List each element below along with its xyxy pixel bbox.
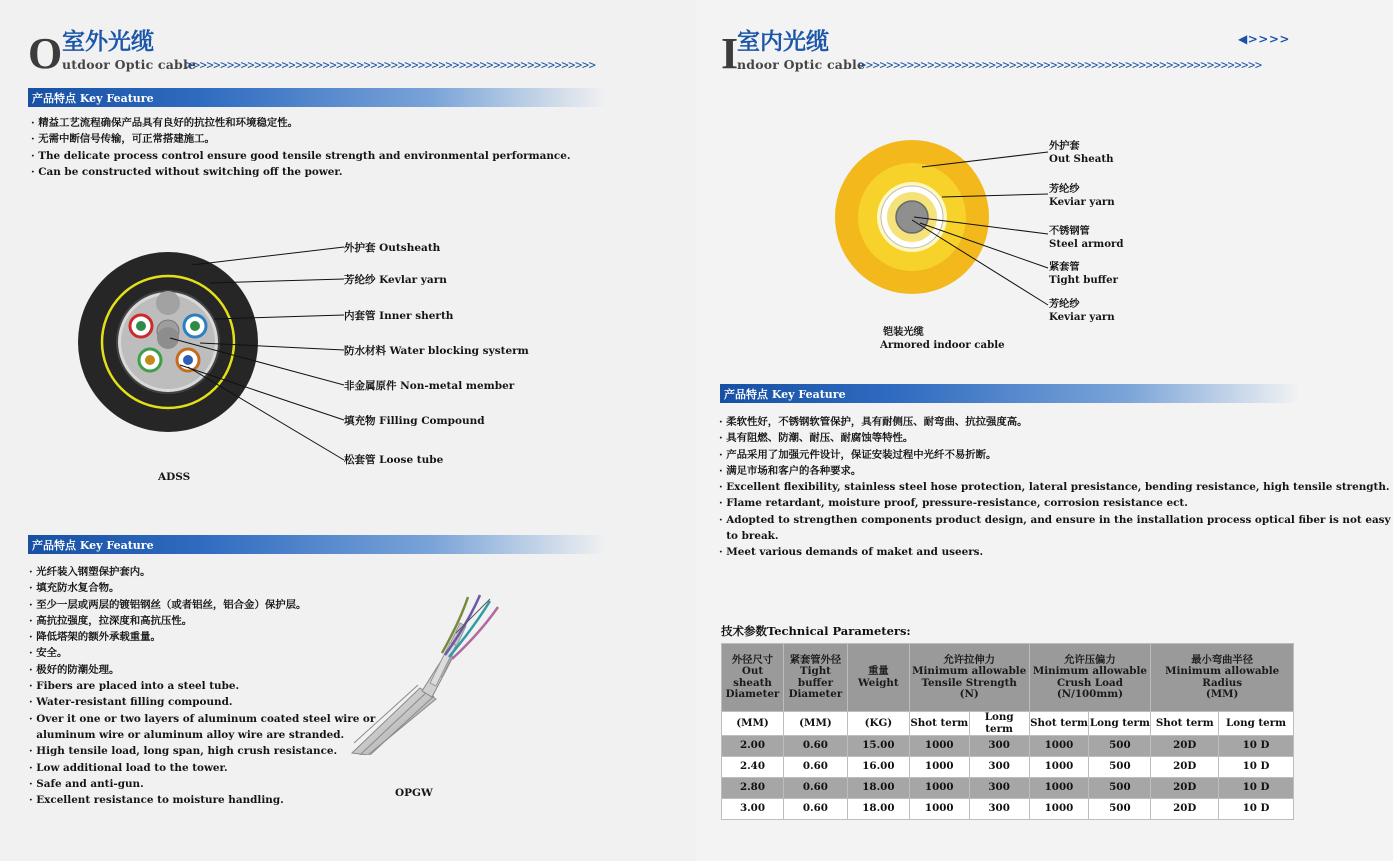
list-item: · 高抗拉强度，拉深度和高抗压性。 [29, 613, 375, 629]
technical-parameters-title: 技术参数Technical Parameters: [721, 624, 911, 638]
key-feature-bar-2 [28, 535, 606, 554]
adss-label-non-metal: 非金属原件 Non-metal member [344, 380, 515, 392]
table-row: 2.80 0.60 18.00 1000 300 1000 500 20D 10 D [722, 778, 1294, 799]
opgw-features-list [29, 564, 375, 808]
adss-label-filling: 填充物 Filling Compound [344, 415, 485, 427]
list-item: · 满足市场和客户的各种要求。 [719, 463, 1391, 479]
opgw-cable-illustration [350, 593, 520, 755]
indoor-features-list [719, 414, 1391, 561]
list-item: · The delicate process control ensure good tensile strength and environmental performance. [31, 148, 570, 164]
outdoor-title-en: utdoor Optic cable [62, 57, 197, 72]
list-item: · Water-resistant filling compound. [29, 694, 375, 710]
indoor-label-steel-armor: 不锈钢管 Steel armord [1049, 225, 1124, 250]
header-tensile: 允许拉伸力 Minimum allowable Tensile Strength (N) [909, 644, 1029, 712]
indoor-arrow-rule: >>>>>>>>>>>>>>>>>>>>>>>>>>>>>>>>>>>>>>>>>>>>>>>>>>>>>>>>>>> [859, 58, 1262, 72]
list-item: · Excellent flexibility, stainless steel hose protection, lateral presistance, bending resistance, high tensile strength. [719, 479, 1391, 495]
list-item: to break. [726, 530, 779, 543]
list-item: · 降低塔架的额外承载重量。 [29, 629, 375, 645]
list-item: · Meet various demands of maket and useers. [719, 544, 1391, 560]
list-item: · 安全。 [29, 645, 375, 661]
key-feature-bar-3 [720, 384, 1300, 403]
adss-caption: ADSS [158, 471, 191, 483]
list-item: · Flame retardant, moisture proof, pressure-resistance, corrosion resistance ect. [719, 495, 1391, 511]
indoor-initial: I [721, 29, 739, 78]
next-page-arrows[interactable]: ◀>>>> [1238, 32, 1290, 46]
indoor-header [719, 28, 1262, 78]
key-feature-bar-1 [28, 88, 606, 107]
adss-label-loose-tube: 松套管 Loose tube [344, 454, 444, 466]
adss-label-inner-sheath: 内套管 Inner sherth [344, 310, 454, 322]
list-item: · Low additional load to the tower. [29, 760, 375, 776]
list-item: · Excellent resistance to moisture handling. [29, 792, 375, 808]
key-feature-bar-3-label: 产品特点 Key Feature [724, 388, 846, 401]
list-item: · 无需中断信号传输，可正常搭建施工。 [31, 131, 570, 147]
header-buffer-diameter: 紧套管外径 Tight buffer Diameter [783, 644, 847, 712]
adss-cross-section-diagram [70, 235, 350, 465]
outdoor-features-list [31, 115, 570, 180]
outdoor-title-cn: 室外光缆 [62, 28, 154, 55]
indoor-caption: 铠装光缆 Armored indoor cable [880, 326, 1005, 351]
adss-label-water-blocking: 防水材料 Water blocking systerm [344, 345, 529, 357]
indoor-label-kevlar-outer: 芳纶纱 Keviar yarn [1049, 183, 1115, 208]
indoor-label-tight-buffer: 紧套管 Tight buffer [1049, 261, 1118, 286]
list-item: · 产品采用了加强元件设计，保证安装过程中光纤不易折断。 [719, 447, 1391, 463]
list-item: · Can be constructed without switching off the power. [31, 164, 570, 180]
adss-label-outsheath: 外护套 Outsheath [344, 242, 441, 254]
header-crush: 允许压偏力 Minimum allowable Crush Load (N/100mm) [1029, 644, 1151, 712]
indoor-label-out-sheath: 外护套 Out Sheath [1049, 140, 1114, 165]
key-feature-bar-1-label: 产品特点 Key Feature [32, 92, 154, 105]
adss-label-kevlar: 芳纶纱 Kevlar yarn [344, 274, 447, 286]
list-item: · 填充防水复合物。 [29, 580, 375, 596]
outdoor-header [28, 28, 628, 78]
table-units-row: (MM) (MM) (KG) Shot term Long term Shot term Long term Shot term Long term [722, 712, 1294, 736]
indoor-title-cn: 室内光缆 [737, 28, 829, 55]
outdoor-initial: O [28, 29, 63, 78]
list-item: · Fibers are placed into a steel tube. [29, 678, 375, 694]
table-row: 3.00 0.60 18.00 1000 300 1000 500 20D 10 D [722, 799, 1294, 820]
list-item: · Over it one or two layers of aluminum coated steel wire or [29, 711, 375, 727]
list-item: · 具有阻燃、防潮、耐压、耐腐蚀等特性。 [719, 430, 1391, 446]
list-item: · 至少一层或两层的镀铝钢丝（或者铝丝，铝合金）保护层。 [29, 597, 375, 613]
list-item: · 光纤装入钢塑保护套内。 [29, 564, 375, 580]
header-radius: 最小弯曲半径 Minimum allowable Radius (MM) [1151, 644, 1294, 712]
header-outer-diameter: 外径尺寸 Out sheath Diameter [722, 644, 784, 712]
list-item: · 柔软性好，不锈钢软管保护，具有耐侧压、耐弯曲、抗拉强度高。 [719, 414, 1391, 430]
list-item: · 精益工艺流程确保产品具有良好的抗拉性和环境稳定性。 [31, 115, 570, 131]
table-row: 2.00 0.60 15.00 1000 300 1000 500 20D 10 D [722, 736, 1294, 757]
list-item: · High tensile load, long span, high crush resistance. [29, 743, 375, 759]
key-feature-bar-2-label: 产品特点 Key Feature [32, 539, 154, 552]
header-weight: 重量 Weight [847, 644, 909, 712]
indoor-label-kevlar-inner: 芳纶纱 Keviar yarn [1049, 298, 1115, 323]
opgw-caption: OPGW [395, 787, 433, 799]
list-item: · 极好的防潮处理。 [29, 662, 375, 678]
indoor-title-en: ndoor Optic cable [737, 57, 866, 72]
list-item: aluminum wire or aluminum alloy wire are stranded. [36, 728, 345, 741]
outdoor-arrow-rule: >>>>>>>>>>>>>>>>>>>>>>>>>>>>>>>>>>>>>>>>>>>>>>>>>>>>>>>>>>>> [186, 58, 596, 72]
list-item: · Safe and anti-gun. [29, 776, 375, 792]
table-header-row [722, 644, 1294, 712]
technical-parameters-table [721, 643, 1294, 820]
table-row: 2.40 0.60 16.00 1000 300 1000 500 20D 10 D [722, 757, 1294, 778]
list-item: · Adopted to strengthen components product design, and ensure in the installation process optical fiber is not easy [719, 512, 1391, 528]
